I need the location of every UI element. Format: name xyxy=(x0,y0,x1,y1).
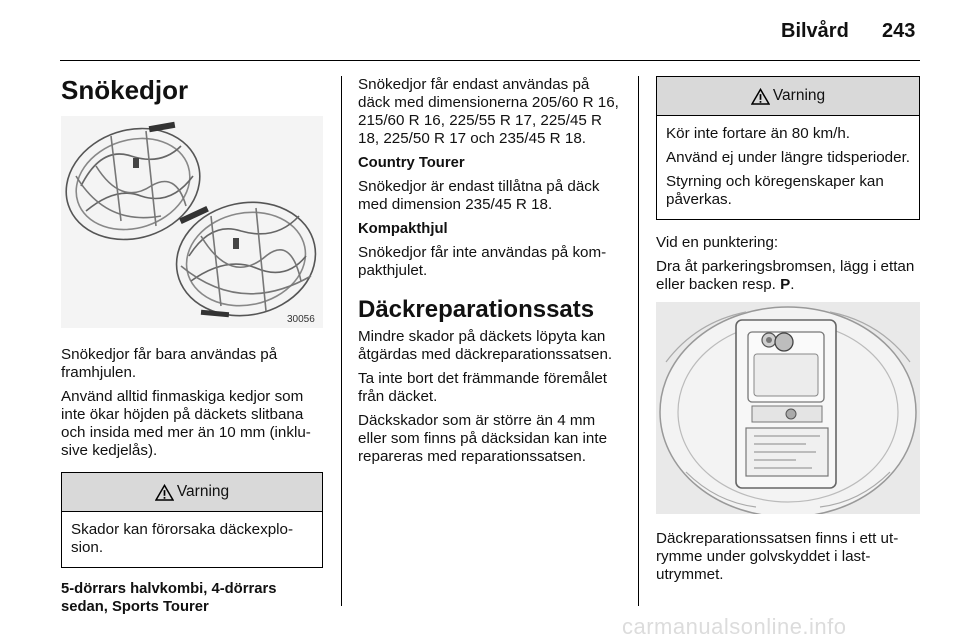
warning-handling-line: Styrning och köregenskaper kan påverkas. xyxy=(666,173,884,208)
figure-number: 30056 xyxy=(287,314,315,325)
park-position-label: P xyxy=(780,276,791,293)
repair-kit-illustration xyxy=(656,302,920,514)
body-styles-subheading: 5-dörrars halvkombi, 4-dörrars sedan, Sports Tourer xyxy=(61,581,277,615)
warning-triangle-icon xyxy=(751,88,770,105)
compact-wheel-paragraph: Snökedjor får inte användas på kompakthjulet. xyxy=(358,244,607,279)
middle-column xyxy=(358,76,623,472)
warning-triangle-icon xyxy=(155,484,174,501)
repair-kit-heading: Däckreparationssats xyxy=(358,296,595,323)
kit-location-paragraph: Däckreparationssatsen finns i ett utrymme under golvskyddet i lastutrymmet. xyxy=(656,530,899,583)
country-tourer-subheading: Country Tourer xyxy=(358,155,465,171)
large-damage-paragraph: Däckskador som är större än 4 mm eller som finns på däcksidan kan inte repareras med reparationssatsen. xyxy=(358,412,608,465)
warning-header xyxy=(657,77,919,116)
fine-mesh-paragraph: Använd alltid finmaskiga kedjor som inte ökar höjden på däckets slitbana och insida med mer än 10 mm (inklusive kedjelås). xyxy=(61,388,311,459)
speed-warning xyxy=(656,76,920,220)
watermark: carmanualsonline.info xyxy=(622,614,847,639)
warning-header xyxy=(62,473,322,512)
section-title: Bilvård xyxy=(781,20,849,42)
front-wheels-paragraph: Snökedjor får bara användas på framhjulen. xyxy=(61,346,278,381)
column-divider-right xyxy=(638,76,639,606)
parking-brake-paragraph xyxy=(656,258,920,294)
right-column xyxy=(656,76,920,590)
warning-title: Varning xyxy=(772,87,826,104)
warning-title: Varning xyxy=(176,483,230,500)
header-divider xyxy=(60,60,920,61)
warning-text: Skador kan förorsaka däckexplosion. xyxy=(71,521,294,556)
warning-duration-line: Använd ej under längre tidsperioder. xyxy=(666,149,911,166)
column-divider-left xyxy=(341,76,342,606)
snow-chains-heading: Snökedjor xyxy=(61,75,189,105)
tyre-dimensions-paragraph: Snökedjor får endast användas på däck med dimensionerna 205/60 R 16, 215/60 R 16, 225/55 R 17, 225/45 R 18, 225/50 R 17 och 235/45 R 18. xyxy=(358,76,619,147)
puncture-intro: Vid en punktering: xyxy=(656,234,779,251)
compact-wheel-subheading: Kompakthjul xyxy=(358,221,448,237)
left-column xyxy=(61,76,323,622)
warning-speed-line: Kör inte fortare än 80 km/h. xyxy=(666,125,851,142)
snow-chain-illustration xyxy=(61,116,323,328)
parking-brake-text: Dra åt parkeringsbromsen, lägg i ettan eller backen resp. xyxy=(656,258,915,293)
tyre-explosion-warning xyxy=(61,472,323,568)
minor-damage-paragraph: Mindre skador på däckets löpyta kan åtgärdas med däckreparationssatsen. xyxy=(358,328,613,363)
country-tourer-paragraph: Snökedjor är endast tillåtna på däck med dimension 235/45 R 18. xyxy=(358,178,600,213)
page-number: 243 xyxy=(882,20,916,42)
foreign-object-paragraph: Ta inte bort det främmande föremålet från däcket. xyxy=(358,370,608,405)
parking-brake-end: . xyxy=(790,276,795,293)
